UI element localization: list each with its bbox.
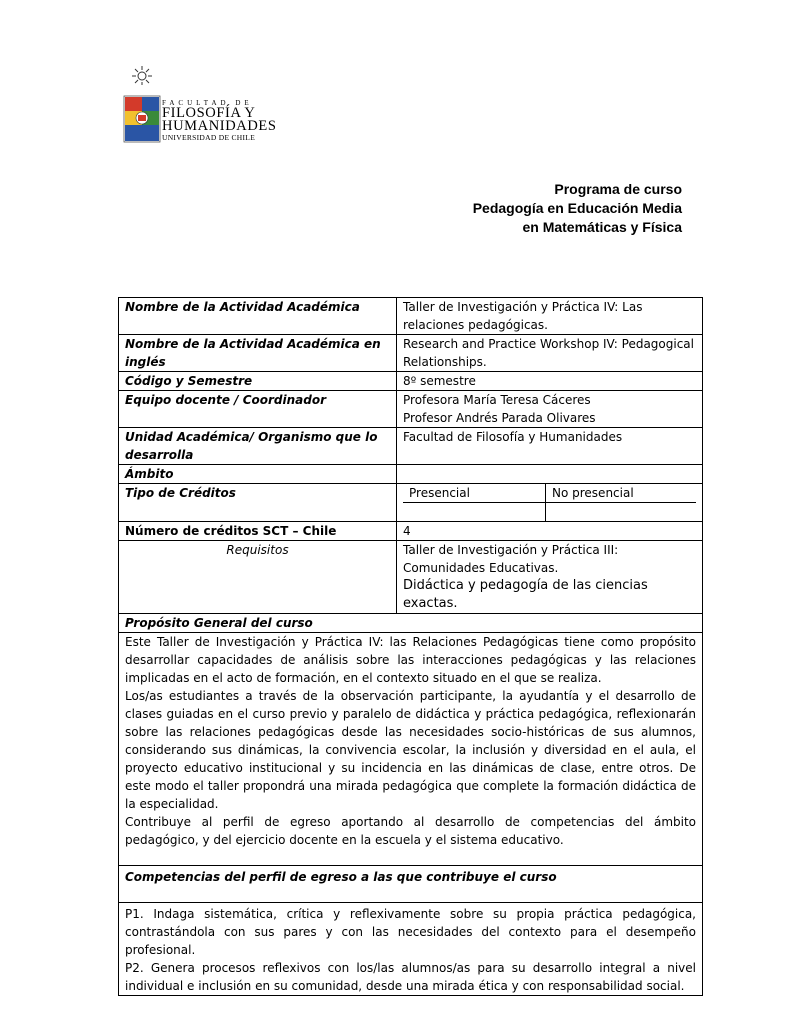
row-scope [119, 465, 703, 484]
credit-presencial: Presencial [403, 484, 546, 503]
row-team [119, 391, 703, 428]
requirement-1: Taller de Investigación y Práctica III: Comunidades Educativas. [403, 543, 619, 575]
scope-value [397, 465, 703, 484]
competency-p2: P2. Genera procesos reflexivos con los/las alumnos/as para su desarrollo integral a nivel individual e inclusión en su comunidad, desde una mirada ética y con responsabilidad social. [125, 961, 696, 993]
row-purpose-body [119, 633, 703, 866]
program-line1: Programa de curso [554, 181, 682, 197]
unit-label: Unidad Académica/ Organismo que lo desarrolla [119, 428, 397, 465]
purpose-paragraph-1: Este Taller de Investigación y Práctica IV: las Relaciones Pedagógicas tiene como propósito desarrollar capacidades de análisis sobre las interacciones pedagógicas y las relaciones implicadas en el acto de formación, en el contexto situado en el que se realiza. [125, 635, 696, 685]
activity-name-en-value: Research and Practice Workshop IV: Pedagogical Relationships. [397, 335, 703, 372]
purpose-paragraph-3: Contribuye al perfil de egreso aportando al desarrollo de competencias del ámbito pedagógico, y del ejercicio docente en la escuela y el sistema educativo. [125, 815, 696, 847]
row-activity-name-en [119, 335, 703, 372]
credit-no-presencial-value [546, 503, 696, 521]
competencies-body [119, 903, 703, 996]
logo-faculty: FACULTAD DE [162, 99, 253, 107]
program-title [473, 180, 682, 237]
row-code-semester [119, 372, 703, 391]
logo-line2: HUMANIDADES [162, 118, 277, 134]
sct-value: 4 [397, 522, 703, 541]
team-label: Equipo docente / Coordinador [119, 391, 397, 428]
program-line3: en Matemáticas y Física [522, 219, 682, 235]
row-requirements [119, 541, 703, 614]
row-unit [119, 428, 703, 465]
logo-line1: FILOSOFÍA Y [162, 105, 256, 121]
row-credit-type [119, 484, 703, 522]
requirement-2: Didáctica y pedagogía de las ciencias exactas. [403, 578, 648, 611]
scope-label: Ámbito [119, 465, 397, 484]
credit-type-grid-cell [397, 484, 703, 522]
purpose-title: Propósito General del curso [119, 614, 703, 633]
requirements-value [397, 541, 703, 614]
code-semester-value: 8º semestre [397, 372, 703, 391]
row-sct [119, 522, 703, 541]
row-purpose-title [119, 614, 703, 633]
credit-type-label: Tipo de Créditos [119, 484, 397, 522]
row-activity-name [119, 298, 703, 335]
credit-no-presencial: No presencial [546, 484, 696, 503]
activity-name-value: Taller de Investigación y Práctica IV: Las relaciones pedagógicas. [397, 298, 703, 335]
purpose-paragraph-2: Los/as estudiantes a través de la observación participante, la ayudantía y el desarrollo de clases guiadas en el curso previo y paralelo de didáctica y práctica pedagógica, reflexionarán sobre las relaciones pedagógicas desde las necesidades socio-históricas de sus alumnos, considerando sus dinámicas, la convivencia escolar, la inclusión y diversidad en el aula, el proyecto educativo institucional y su incidencia en las dinámicas de clase, entre otros. De este modo el taller propondrá una mirada pedagógica que complete la formación didáctica de la especialidad. [125, 689, 696, 811]
row-competencies-title [119, 866, 703, 903]
activity-name-en-label: Nombre de la Actividad Académica en inglés [119, 335, 397, 372]
unit-value: Facultad de Filosofía y Humanidades [397, 428, 703, 465]
row-competencies-body [119, 903, 703, 996]
logo-text [162, 100, 277, 142]
competency-p1: P1. Indaga sistemática, crítica y reflexivamente sobre su propia práctica pedagógica, contrastándola con sus pares y con las necesidades del contexto para el desempeño profesional. [125, 907, 696, 957]
activity-name-label: Nombre de la Actividad Académica [119, 298, 397, 335]
credit-type-grid [403, 484, 696, 521]
team-member-1: Profesora María Teresa Cáceres [403, 393, 591, 407]
code-semester-label: Código y Semestre [119, 372, 397, 391]
team-value [397, 391, 703, 428]
credit-presencial-value [403, 503, 546, 521]
competencies-title: Competencias del perfil de egreso a las que contribuye el curso [119, 866, 703, 903]
team-member-2: Profesor Andrés Parada Olivares [403, 411, 596, 425]
logo-university: UNIVERSIDAD DE CHILE [162, 133, 256, 142]
course-table [118, 297, 703, 996]
sct-label: Número de créditos SCT – Chile [119, 522, 397, 541]
shield-icon [124, 96, 160, 142]
purpose-body [119, 633, 703, 866]
program-line2: Pedagogía en Educación Media [472, 200, 682, 216]
sun-icon [132, 66, 152, 85]
requirements-label: Requisitos [119, 541, 397, 614]
